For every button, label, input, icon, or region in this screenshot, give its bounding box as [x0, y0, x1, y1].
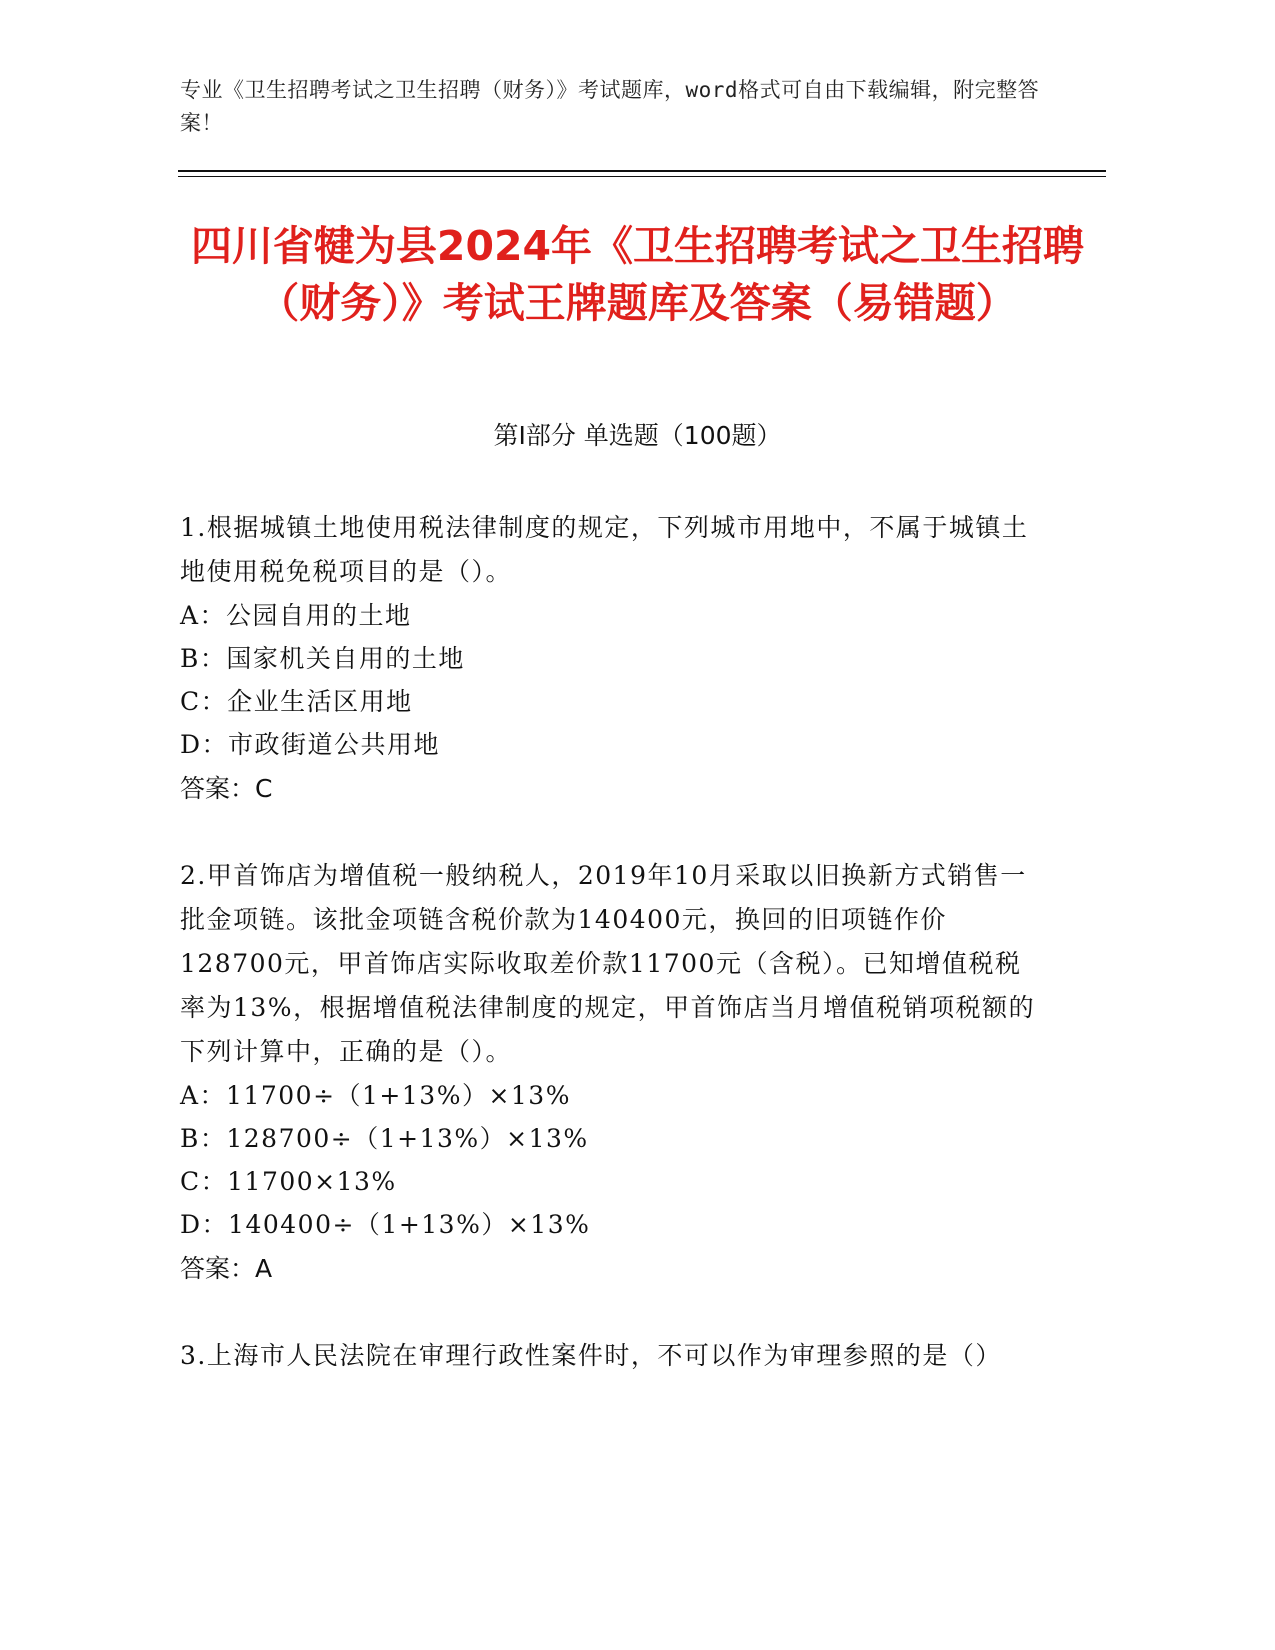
document-title: 四川省犍为县2024年《卫生招聘考试之卫生招聘（财务）》考试王牌题库及答案（易错题） — [190, 222, 1085, 327]
answer: 答案：C — [180, 774, 273, 803]
option-a: A：11700÷（1+13%）×13% — [180, 1081, 571, 1110]
option-c: C：企业生活区用地 — [180, 687, 413, 716]
answer: 答案：A — [180, 1254, 273, 1283]
header-divider-thick — [178, 170, 1106, 172]
option-d: D：140400÷（1+13%）×13% — [180, 1210, 591, 1239]
question-2 — [180, 854, 1040, 1292]
option-b: B：128700÷（1+13%）×13% — [180, 1124, 589, 1153]
header-note: 专业《卫生招聘考试之卫生招聘（财务）》考试题库，word格式可自由下载编辑，附完整答案！ — [180, 78, 1040, 135]
option-c: C：11700×13% — [180, 1167, 397, 1196]
header-divider-thin — [178, 176, 1106, 177]
question-1 — [180, 506, 1040, 812]
option-d: D：市政街道公共用地 — [180, 730, 441, 759]
section-heading: 第Ⅰ部分 单选题（100题） — [493, 421, 782, 450]
option-a: A：公园自用的土地 — [180, 601, 412, 630]
option-b: B：国家机关自用的土地 — [180, 644, 465, 673]
question-stem: 1.根据城镇土地使用税法律制度的规定，下列城市用地中，不属于城镇土地使用税免税项目的是（）。 — [180, 513, 1029, 586]
question-stem: 3.上海市人民法院在审理行政性案件时，不可以作为审理参照的是（） — [180, 1341, 1002, 1370]
question-stem: 2.甲首饰店为增值税一般纳税人，2019年10月采取以旧换新方式销售一批金项链。该批金项链含税价款为140400元，换回的旧项链作价128700元，甲首饰店实际收取差价款11700元（含税）。已知增值税税率为13%，根据增值税法律制度的规定，甲首饰店当月增值税销项税额的下列计算中，正确的是（）。 — [180, 861, 1036, 1066]
question-3 — [180, 1334, 1040, 1378]
